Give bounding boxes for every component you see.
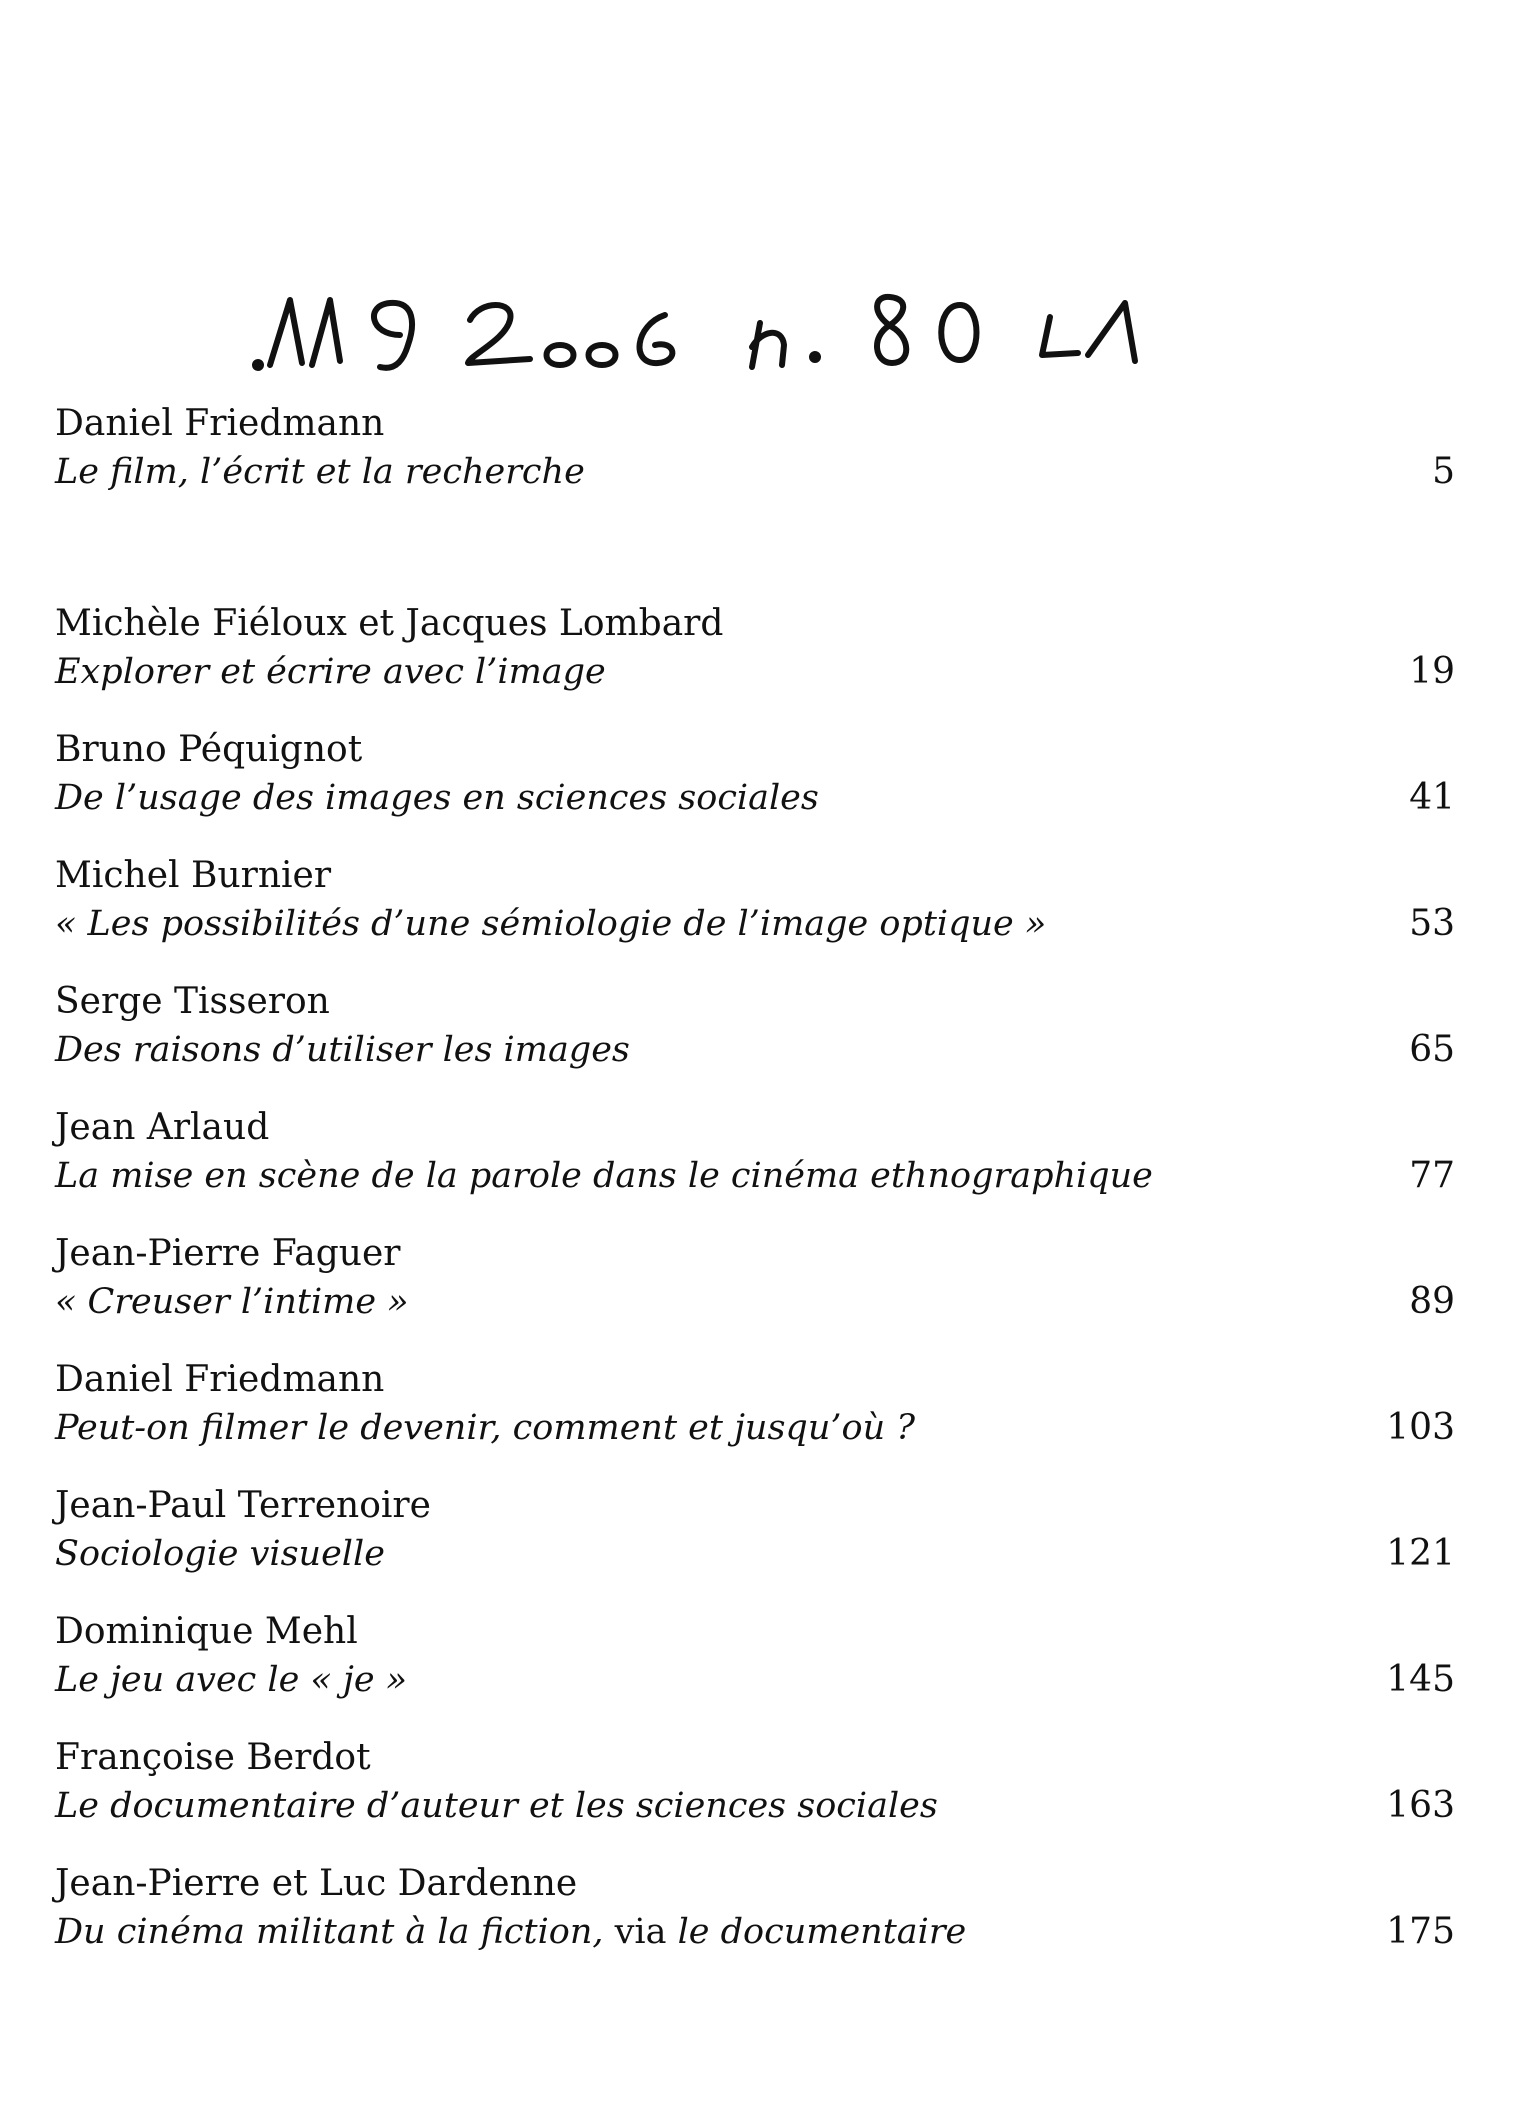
toc-entry: [55, 978, 1455, 1104]
toc-entry: [55, 1608, 1455, 1734]
entry-title: Peut-on filmer le devenir, comment et jusqu’où ?: [55, 1408, 915, 1448]
entry-author: Jean-Pierre Faguer: [55, 1233, 401, 1274]
entry-title: Le jeu avec le « je »: [55, 1660, 408, 1700]
entry-author: Dominique Mehl: [55, 1611, 358, 1652]
entry-page-number: 77: [1409, 1155, 1455, 1196]
entry-title-part: le documentaire: [677, 1912, 967, 1952]
toc-entry: [55, 852, 1455, 978]
entry-title: « Les possibilités d’une sémiologie de l’image optique »: [55, 904, 1047, 944]
entry-page-number: 121: [1386, 1533, 1455, 1574]
table-of-contents: [55, 400, 1455, 1986]
entry-title-part: Du cinéma militant à la fiction,: [55, 1912, 604, 1952]
entry-author: Françoise Berdot: [55, 1737, 371, 1778]
entry-page-number: 5: [1432, 451, 1455, 492]
entry-author: Michèle Fiéloux et Jacques Lombard: [55, 603, 724, 644]
entry-title: De l’usage des images en sciences sociales: [55, 778, 819, 818]
entry-title-part-upright: via: [603, 1912, 678, 1952]
entry-page-number: 41: [1409, 777, 1455, 818]
entry-title: [55, 1908, 966, 1956]
entry-page-number: 163: [1386, 1785, 1455, 1826]
toc-entry: [55, 1482, 1455, 1608]
toc-entry: [55, 1230, 1455, 1356]
entry-author: Jean-Pierre et Luc Dardenne: [55, 1863, 578, 1904]
entry-author: Daniel Friedmann: [55, 403, 385, 444]
handwritten-annotation: [230, 255, 1190, 405]
entry-title: Le film, l’écrit et la recherche: [55, 452, 585, 492]
entry-page-number: 19: [1409, 651, 1455, 692]
toc-entry: [55, 1104, 1455, 1230]
entry-author: Jean Arlaud: [55, 1107, 270, 1148]
entry-author: Bruno Péquignot: [55, 729, 363, 770]
entry-page-number: 145: [1386, 1659, 1455, 1700]
handwritten-note-drawing: [230, 255, 1190, 405]
entry-page-number: 89: [1409, 1281, 1455, 1322]
entry-page-number: 175: [1386, 1911, 1455, 1952]
toc-entry: [55, 1356, 1455, 1482]
toc-entry: [55, 400, 1455, 600]
toc-entry: [55, 1734, 1455, 1860]
toc-entry: [55, 726, 1455, 852]
entry-title: Le documentaire d’auteur et les sciences sociales: [55, 1786, 938, 1826]
entry-author: Jean-Paul Terrenoire: [55, 1485, 431, 1526]
toc-entry: [55, 1860, 1455, 1986]
entry-page-number: 65: [1409, 1029, 1455, 1070]
entry-author: Daniel Friedmann: [55, 1359, 385, 1400]
toc-entry: [55, 600, 1455, 726]
entry-page-number: 103: [1386, 1407, 1455, 1448]
entry-title: Sociologie visuelle: [55, 1534, 385, 1574]
entry-title: Des raisons d’utiliser les images: [55, 1030, 630, 1070]
entry-author: Michel Burnier: [55, 855, 332, 896]
entry-title: Explorer et écrire avec l’image: [55, 652, 606, 692]
entry-title: « Creuser l’intime »: [55, 1282, 409, 1322]
entry-title: La mise en scène de la parole dans le cinéma ethnographique: [55, 1156, 1153, 1196]
entry-page-number: 53: [1409, 903, 1455, 944]
entry-author: Serge Tisseron: [55, 981, 330, 1022]
